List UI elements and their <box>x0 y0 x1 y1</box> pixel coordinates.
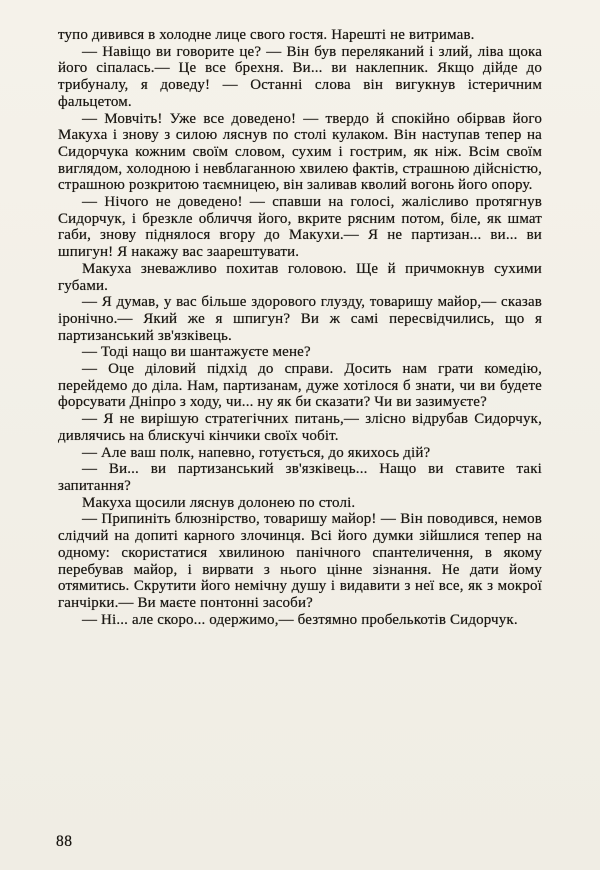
paragraph: — Я думав, у вас більше здорового глузду, товаришу майор,— сказав іронічно.— Який же я шпигун? Ви ж самі пересвідчились, що я партизанський зв'язківець. <box>58 294 542 344</box>
page-text <box>58 27 542 628</box>
paragraph: — Але ваш полк, напевно, готується, до якихось дій? <box>82 444 431 461</box>
paragraph: — Тоді нащо ви шантажуєте мене? <box>82 344 311 361</box>
paragraph: Макуха щосили ляснув долонею по столі. <box>82 494 356 511</box>
paragraph: — Навіщо ви говорите це? — Він був переляканий і злий, ліва щока його сіпалась.— Це все брехня. Ви... ви наклепник. Якщо дійде до трибуналу, я доведу! — Останні слова він вигукнув істеричним фальцетом. <box>58 43 542 110</box>
paragraph: — Нічого не доведено! — спавши на голосі, жалісливо протягнув Сидорчук, і брезкле обличчя його, вкрите рясним потом, біле, як шмат габи, знову піднялося вгору до Макухи.— Я не партизан... ви... ви шпигун! Я накажу вас заарештувати. <box>58 194 542 261</box>
paragraph: тупо дивився в холодне лице свого гостя. Нарешті не витримав. <box>58 27 475 43</box>
paragraph: — Я не вирішую стратегічних питань,— злісно відрубав Сидорчук, дивлячись на блискучі кінчики своїх чобіт. <box>58 411 542 444</box>
page-number: 88 <box>56 833 73 850</box>
paragraph: — Оце діловий підхід до справи. Досить нам грати комедію, перейдемо до діла. Нам, партизанам, дуже хотілося б знати, чи ви будете форсувати Дніпро з ходу, чи... ну як би сказати? Чи ви зазимуєте? <box>58 361 542 411</box>
paragraph: Макуха зневажливо похитав головою. Ще й причмокнув сухими губами. <box>58 260 542 294</box>
paragraph: — Ні... але скоро... одержимо,— безтямно пробелькотів Сидорчук. <box>82 611 518 628</box>
paragraph: — Ви... ви партизанський зв'язківець... Нащо ви ставите такі запитання? <box>58 461 542 494</box>
paragraph: — Мовчіть! Уже все доведено! — твердо й спокійно обірвав його Макуха і знову з силою ляснув по столі кулаком. Він наступав тепер на Сидорчука кожним своїм словом, сухим і гострим, як ніж. Всім своїм виглядом, холодною і невблаганною хвилею фактів, страшною дійсністю, страшною розкритою таємницею, він заливав кволий вогонь його опору. <box>58 110 542 194</box>
paragraph: — Припиніть блюзнірство, товаришу майор! — Він поводився, немов слідчий на допиті карного злочинця. Всі його думки зійшлися тепер на одному: скористатися хвилиною панічного спантеличення, в якому перебував майор, і вирвати з нього цінне зізнання. Не дати йому отямитись. Скрутити його немічну душу і видавити з неї все, як з мокрої ганчірки.— Ви маєте понтонні засоби? <box>58 511 542 611</box>
